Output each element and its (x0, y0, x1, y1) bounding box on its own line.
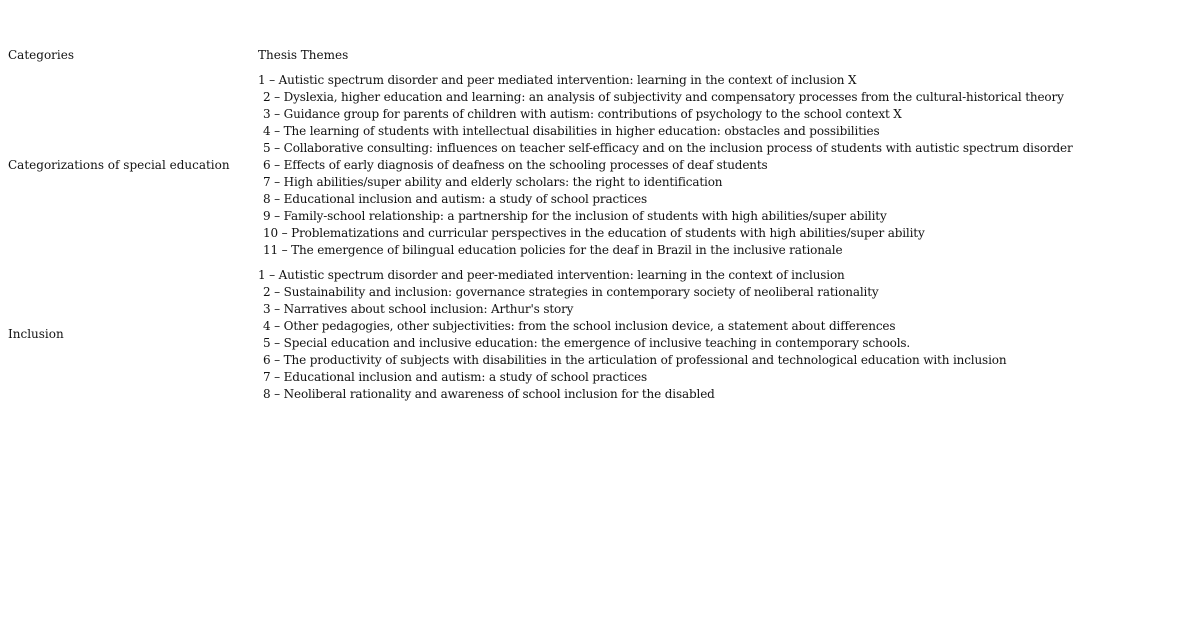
theme-item: 4 – The learning of students with intellectual disabilities in higher education: obstacles and possibilities (263, 124, 880, 138)
theme-item: 6 – The productivity of subjects with disabilities in the articulation of professional and technological education with inclusion (263, 353, 1007, 367)
theme-item: 1 – Autistic spectrum disorder and peer-mediated intervention: learning in the context of inclusion (258, 268, 845, 282)
theme-item: 8 – Neoliberal rationality and awareness of school inclusion for the disabled (263, 387, 715, 401)
categories-header: Categories (8, 48, 74, 62)
theme-item: 3 – Narratives about school inclusion: Arthur's story (263, 302, 574, 316)
table-header-row (8, 47, 1184, 65)
theme-item: 9 – Family-school relationship: a partnership for the inclusion of students with high abilities/super ability (263, 209, 887, 223)
theme-item: 11 – The emergence of bilingual education policies for the deaf in Brazil in the inclusive rationale (263, 243, 843, 257)
theme-item: 8 – Educational inclusion and autism: a study of school practices (263, 192, 647, 206)
theme-item: 5 – Special education and inclusive education: the emergence of inclusive teaching in contemporary schools. (263, 336, 911, 350)
theme-item: 6 – Effects of early diagnosis of deafness on the schooling processes of deaf students (263, 158, 768, 172)
theme-item: 1 – Autistic spectrum disorder and peer mediated intervention: learning in the context of inclusion X (258, 73, 857, 87)
category-label: Categorizations of special education (8, 158, 230, 172)
theme-list (258, 267, 1006, 403)
theme-list (258, 72, 1073, 259)
theme-item: 2 – Sustainability and inclusion: governance strategies in contemporary society of neoliberal rationality (263, 285, 879, 299)
theme-item: 7 – Educational inclusion and autism: a study of school practices (263, 370, 647, 384)
category-label: Inclusion (8, 327, 64, 341)
theme-item: 4 – Other pedagogies, other subjectivities: from the school inclusion device, a statement about differences (263, 319, 896, 333)
theme-item: 2 – Dyslexia, higher education and learning: an analysis of subjectivity and compensatory processes from the cultural-historical theory (263, 90, 1064, 104)
theme-item: 5 – Collaborative consulting: influences on teacher self-efficacy and on the inclusion process of students with autistic spectrum disorder (263, 141, 1073, 155)
theme-item: 10 – Problematizations and curricular perspectives in the education of students with high abilities/super ability (263, 226, 925, 240)
thesis-themes-header: Thesis Themes (258, 48, 349, 62)
theme-item: 7 – High abilities/super ability and elderly scholars: the right to identification (263, 175, 723, 189)
theme-item: 3 – Guidance group for parents of children with autism: contributions of psychology to the school context X (263, 107, 902, 121)
